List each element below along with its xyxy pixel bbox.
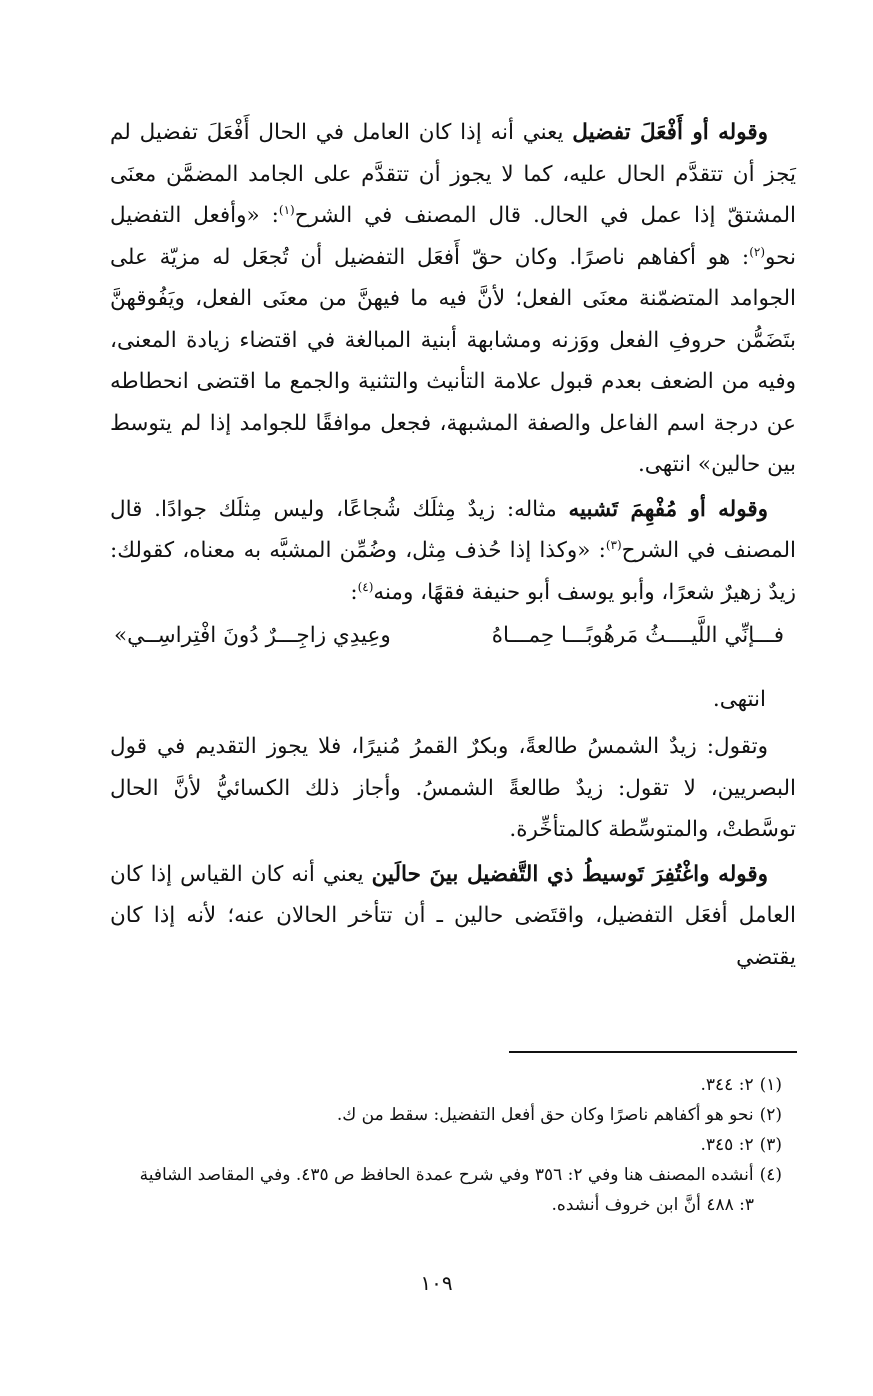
footnote-ref-3[interactable]: (٣) <box>605 537 622 552</box>
footnote-1 <box>110 1070 782 1100</box>
paragraph-3: وتقول: زيدٌ الشمسُ طالعةً، وبكرٌ القمرُ مُنيرًا، فلا يجوز التقديم في قول البصريين، لا تقول: زيدٌ طالعةً الشمسُ. وأجاز ذلك الكسائيُّ لأنَّ الحال توسَّطتْ، والمتوسِّطة كالمتأخِّرة. <box>110 734 796 842</box>
footnote-text: ٢: ٣٤٥. <box>700 1135 754 1155</box>
paragraph-2 <box>110 489 796 614</box>
footnote-4 <box>110 1160 782 1190</box>
keyword-afal-tafdil: وقوله أو أَفْعَلَ تفضيل <box>572 120 768 145</box>
poem-verse <box>110 613 796 657</box>
paragraph-1 <box>110 112 796 486</box>
paragraph-2-text-b: : «وكذا إذا حُذف مِثل، وضُمِّن المشبَّه به معناه، كقولك: زيدٌ زهيرٌ شعرًا، وأبو يوسف أبو حنيفة فقهًا، ومنه <box>110 538 796 605</box>
paragraph-1-text-a: يعني أنه إذا كان العامل في الحال أَفْعَلَ تفضيل لم يَجز أن تتقدَّم الحال عليه، كما لا يجوز أن تتقدَّم على الجامد المضمَّن معنَى المشتقّ إذا عمل في الحال. قال المصنف في الشرح <box>110 120 796 228</box>
footnote-ref-4[interactable]: (٤) <box>357 579 374 594</box>
footnote-4-continuation: ٣: ٤٨٨ أنَّ ابن خروف أنشده. <box>551 1195 754 1215</box>
footnote-ref-1[interactable]: (١) <box>278 202 295 217</box>
paragraph-4-text: يعني أنه كان القياس إذا كان العامل أفعَل التفضيل، واقتَضى حالين ـ أن تتأخر الحالان عنه؛ لأنه إذا كان يقتضي <box>110 861 796 970</box>
footnote-number: (٢) <box>759 1105 782 1125</box>
footnote-number: (٤) <box>759 1165 782 1185</box>
footnote-3 <box>110 1130 782 1160</box>
keyword-ughtufira: وقوله واغْتُفِرَ تَوسيطُ ذي التَّفضيل بينَ حالَين <box>371 861 769 887</box>
footnotes <box>110 1070 794 1220</box>
paragraph-2-text-c: : <box>350 579 358 605</box>
poem-first-hemistich: فـــإنِّي اللَّيــــثُ مَرهُوبًـــا حِمـــاهُ <box>491 623 784 648</box>
closing-intaha: انتهى. <box>712 686 766 712</box>
footnote-text: أنشده المصنف هنا وفي ٢: ٣٥٦ وفي شرح عمدة الحافظ ص ٤٣٥. وفي المقاصد الشافية <box>139 1165 754 1185</box>
footnote-separator <box>509 1051 797 1053</box>
footnote-number: (١) <box>759 1075 782 1095</box>
footnote-ref-2[interactable]: (٢) <box>749 244 766 259</box>
footnote-text: نحو هو أكفاهم ناصرًا وكان حق أفعل التفضيل: سقط من ك. <box>336 1105 754 1125</box>
keyword-mufhim-tashbih: وقوله أو مُفْهِمَ تَشبيه <box>568 496 768 522</box>
footnote-2 <box>110 1100 782 1130</box>
paragraph-4 <box>110 854 796 979</box>
paragraph-1-text-b: : «وأفعل التفضيل نحو <box>110 203 796 270</box>
page-number: ١٠٩ <box>420 1271 453 1295</box>
main-text <box>110 112 796 978</box>
footnote-text: ٢: ٣٤٤. <box>700 1075 754 1095</box>
footnote-number: (٣) <box>759 1135 782 1155</box>
paragraph-2-text-a: مثاله: زيدٌ مِثلَك شُجاعًا، وليس مِثلَك جوادًا. قال المصنف في الشرح <box>110 496 797 563</box>
paragraph-1-text-c: : هو أكفاهم ناصرًا. وكان حقّ أَفعَل التفضيل أن تُجعَل له مزيّة على الجوامد المتضمّنة معنَى الفعل؛ لأنَّ فيه ما فيهنَّ من معنَى الفعل، ويَفُوقهنَّ بتَضَمُّن حروفِ الفعل ووَزنه ومشابهة أبنية المبالغة في اقتضاء زيادة المعنى، وفيه من الضعف بعدم قبول علامة التأنيث والتثنية والجمع ما اقتضى انحطاطه عن درجة اسم الفاعل والصفة المشبهة، فجعل موافقًا للجوامد إذا لم يتوسط بين حالين» انتهى. <box>110 244 796 477</box>
poem-second-hemistich: وعِيدِي زاجِـــرٌ دُونَ افْتِراسِــي» <box>114 623 391 648</box>
